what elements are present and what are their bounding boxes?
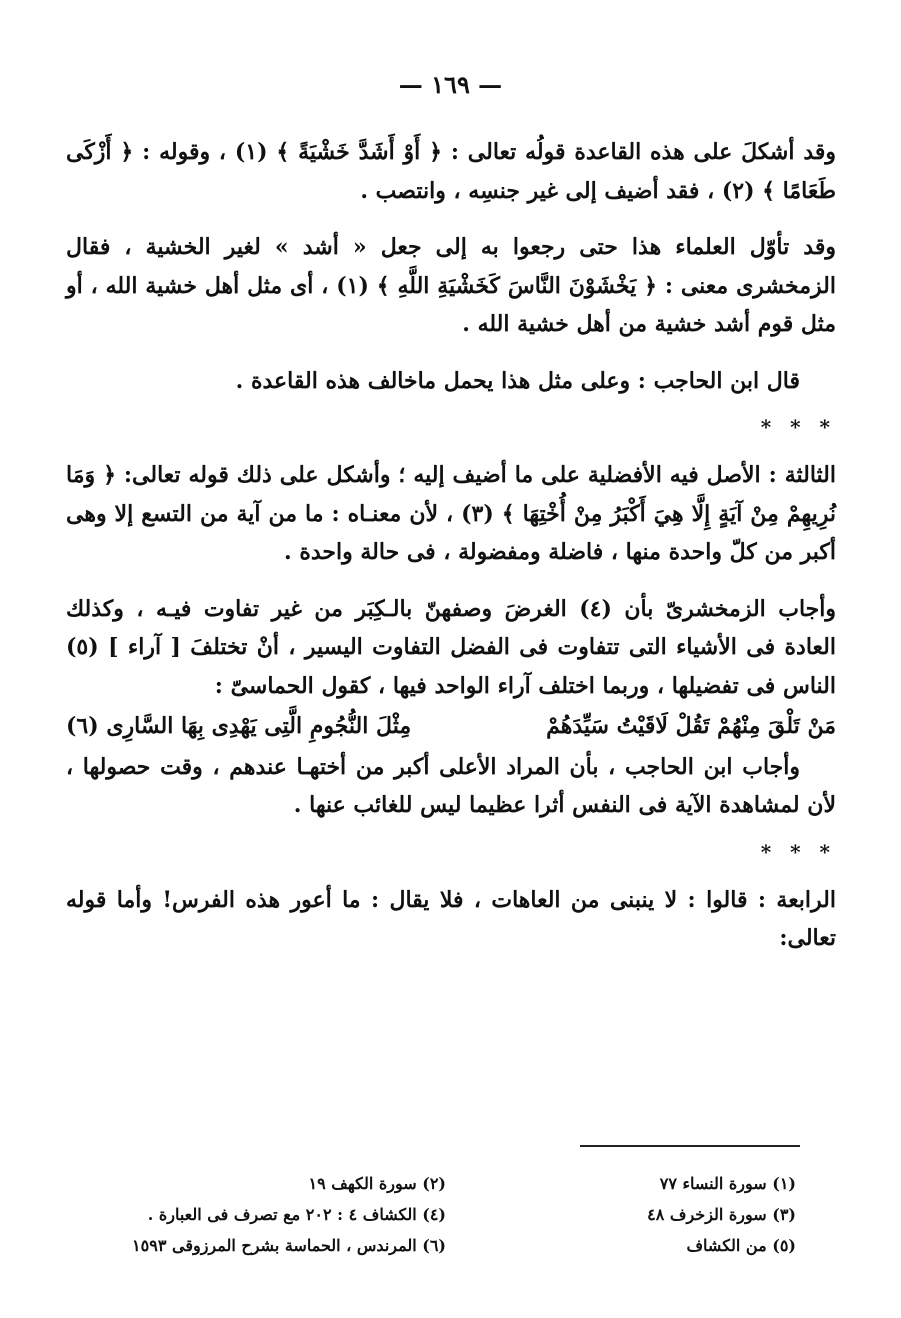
footnote-row bbox=[66, 1168, 796, 1199]
footnote: (٦) المرندس ، الحماسة بشرح المرزوقى ١٥٩٣ bbox=[132, 1236, 446, 1255]
footnote: (١) سورة النساء ٧٧ bbox=[659, 1174, 796, 1193]
poetry-verse bbox=[66, 707, 836, 746]
section-separator: * * * bbox=[760, 415, 836, 439]
footnote: (٥) من الكشاف bbox=[686, 1236, 796, 1255]
paragraph: وأجاب الزمخشرىّ بأن (٤) الغرضَ وصفهنّ بالـكِبَر من غير تفاوت فيـه ، وكذلك العادة فى الأشياء التى تتفاوت فى الفضل التفاوت اليسير ، أنْ تختلفَ [ آراء ] (٥) الناس فى تفضيلها ، وربما اختلف آراء الواحد فيها ، كقول الحماسىّ : bbox=[66, 595, 837, 699]
paragraph: قال ابن الحاجب : وعلى مثل هذا يحمل ماخالف هذه القاعدة . bbox=[235, 367, 800, 394]
paragraph: الثالثة : الأصل فيه الأفضلية على ما أضيف إليه ؛ وأشكل على ذلك قوله تعالى: ﴿ وَمَا نُرِيهِمْ مِنْ آيَةٍ إِلَّا هِيَ أَكْبَرُ مِنْ أُخْتِهَا ﴾ (٣) ، لأن معنـاه : ما من آية من التسع إلا وهى أكبر من كلّ واحدة منها ، فاضلة ومفضولة ، فى حالة واحدة . bbox=[66, 462, 836, 565]
section-separator: * * * bbox=[760, 839, 836, 864]
footnote-row bbox=[66, 1230, 796, 1261]
footnote-row bbox=[66, 1199, 796, 1230]
footnote: (٣) سورة الزخرف ٤٨ bbox=[647, 1205, 796, 1224]
verse-second-hemistich: مِثْلَ النُّجُومِ الَّتِى يَهْدِى بِهَا السَّارِى (٦) bbox=[66, 713, 412, 739]
footnote-divider bbox=[580, 1145, 800, 1147]
verse-first-hemistich: مَنْ تَلْقَ مِنْهُمْ تَقُلْ لَاقَيْتُ سَيِّدَهُمْ bbox=[546, 713, 836, 739]
paragraph: وأجاب ابن الحاجب ، بأن المراد الأعلى أكبر من أختهـا عندهم ، وقت حصولها ، لأن لمشاهدة الآية فى النفس أثرا عظيما ليس للغائب عنها . bbox=[66, 753, 836, 818]
footnote: (٢) سورة الكهف ١٩ bbox=[308, 1174, 446, 1193]
body-text bbox=[66, 133, 836, 958]
paragraph: وقد تأوّل العلماء هذا حتى رجعوا به إلى جعل « أشد » لغير الخشية ، فقال الزمخشرى معنى : ﴿ يَخْشَوْنَ النَّاسَ كَخَشْيَةِ اللَّهِ ﴾ (١) ، أى مثل أهل خشية الله ، أو مثل قوم أشد خشية من أهل خشية الله . bbox=[66, 234, 836, 337]
footnote: (٤) الكشاف ٤ : ٢٠٢ مع تصرف فى العبارة . bbox=[147, 1205, 446, 1224]
paragraph: وقد أشكلَ على هذه القاعدة قولُه تعالى : ﴿ أَوْ أَشَدَّ خَشْيَةً ﴾ (١) ، وقوله : ﴿ أَزْكَى طَعَامًا ﴾ (٢) ، فقد أضيف إلى غير جنسِه ، وانتصب . bbox=[66, 139, 837, 204]
paragraph: الرابعة : قالوا : لا ينبنى من العاهات ، فلا يقال : ما أعور هذه الفرس! وأما قوله تعالى: bbox=[66, 886, 836, 951]
footnotes bbox=[66, 1168, 796, 1261]
page-number: — ١٦٩ — bbox=[398, 70, 503, 99]
